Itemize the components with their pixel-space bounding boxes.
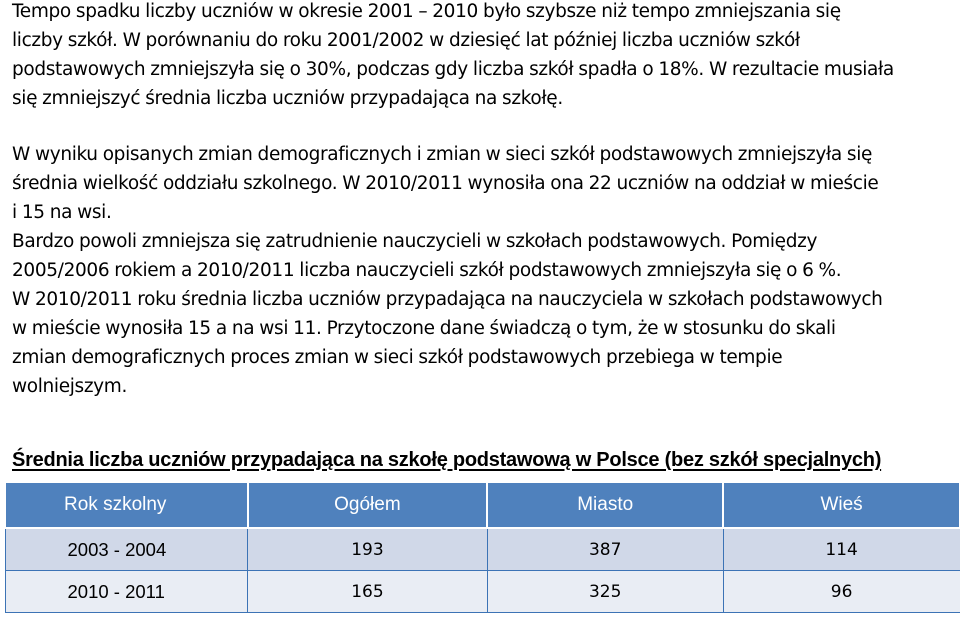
table-title: Średnia liczba uczniów przypadająca na szkołę podstawową w Polsce (bez szkół specjalnych) <box>12 449 882 471</box>
column-header-village: Wieś <box>723 482 960 528</box>
table-row <box>5 528 960 571</box>
column-header-school-year: Rok szkolny <box>5 482 248 528</box>
cell-village: 96 <box>723 571 960 613</box>
cell-city: 387 <box>487 528 723 571</box>
cell-school-year: 2010 - 2011 <box>5 571 248 613</box>
text-line: 2005/2006 rokiem a 2010/2011 liczba nauczycieli szkół podstawowych zmniejszyła się o 6 %. <box>12 260 842 281</box>
text-line: W wyniku opisanych zmian demograficznych i zmian w sieci szkół podstawowych zmniejszyła się <box>12 144 873 165</box>
intro-paragraph <box>12 0 952 113</box>
text-line: zmian demograficznych proces zmian w sieci szkół podstawowych przebiega w tempie <box>12 347 783 368</box>
cell-school-year: 2003 - 2004 <box>5 528 248 571</box>
column-header-city: Miasto <box>487 482 723 528</box>
text-line: się zmniejszyć średnia liczba uczniów przypadająca na szkołę. <box>12 88 563 109</box>
text-line: Bardzo powoli zmniejsza się zatrudnienie nauczycieli w szkołach podstawowych. Pomiędzy <box>12 231 818 252</box>
table-header-row <box>5 482 960 528</box>
table-row <box>5 571 960 613</box>
text-line: średnia wielkość oddziału szkolnego. W 2010/2011 wynosiła ona 22 uczniów na oddział w mieście <box>12 173 879 194</box>
text-line: wolniejszym. <box>12 376 127 397</box>
text-line: w mieście wynosiła 15 a na wsi 11. Przytoczone dane świadczą o tym, że w stosunku do skali <box>12 318 836 339</box>
column-header-total: Ogółem <box>248 482 488 528</box>
text-line: liczby szkół. W porównaniu do roku 2001/2002 w dziesięć lat później liczba uczniów szkół <box>12 30 800 51</box>
text-line: podstawowych zmniejszyła się o 30%, podczas gdy liczba szkół spadła o 18%. W rezultacie musiała <box>12 59 894 80</box>
text-line: Tempo spadku liczby uczniów w okresie 2001 – 2010 było szybsze niż tempo zmniejszania się <box>12 1 841 22</box>
cell-village: 114 <box>723 528 960 571</box>
students-per-school-table <box>4 481 960 613</box>
text-line: W 2010/2011 roku średnia liczba uczniów przypadająca na nauczyciela w szkołach podstawowych <box>12 289 883 310</box>
text-line: i 15 na wsi. <box>12 202 112 223</box>
details-paragraph <box>12 140 952 401</box>
cell-total: 165 <box>248 571 488 613</box>
cell-total: 193 <box>248 528 488 571</box>
cell-city: 325 <box>487 571 723 613</box>
